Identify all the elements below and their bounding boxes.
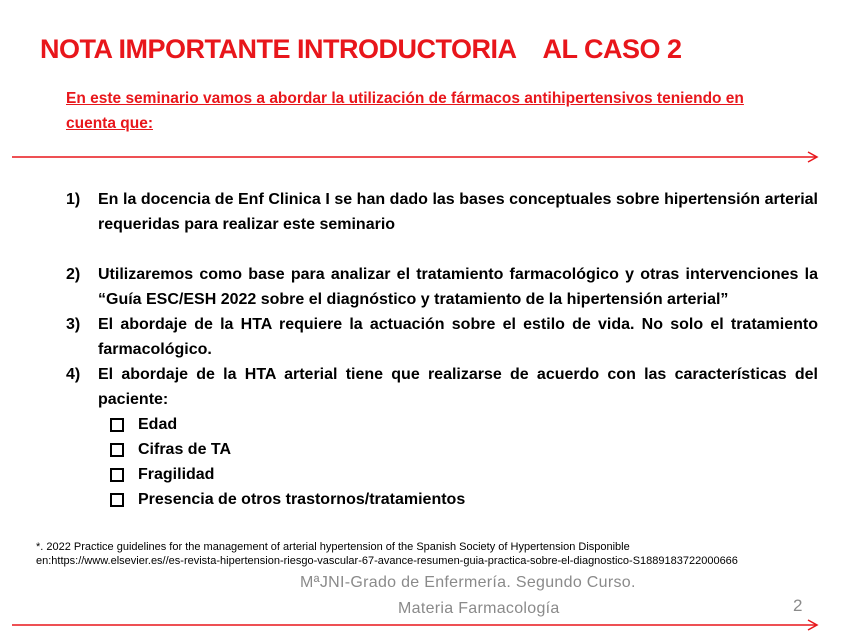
subitem-fragilidad (110, 462, 818, 487)
content-list (66, 187, 818, 512)
subitem-label: Presencia de otros trastornos/tratamientos (138, 491, 466, 508)
list-item-2 (66, 262, 818, 312)
list-item-text: El abordaje de la HTA arterial tiene que realizarse de acuerdo con las características del paciente: (98, 366, 818, 408)
reference-footnote: *. 2022 Practice guidelines for the management of arterial hypertension of the Spanish Society of Hypertension Disponible en:https://www.elsevier.es//es-revista-hipertension-riesgo-vascular-67-avance-resumen-guia-practica-sobre-el-diagnostico-S1889183722000666 (36, 541, 738, 567)
slide-title: NOTA IMPORTANTE INTRODUCTORIA AL CASO 2 (40, 34, 682, 64)
checkbox-square-icon (110, 443, 124, 457)
list-item-number: 3) (66, 316, 81, 333)
subitem-cifras-ta (110, 437, 818, 462)
subitem-label: Edad (138, 416, 178, 433)
checkbox-square-icon (110, 468, 124, 482)
checkbox-square-icon (110, 493, 124, 507)
footer-course: MªJNI-Grado de Enfermería. Segundo Curso. (300, 574, 636, 591)
top-arrow-divider (12, 151, 820, 163)
subitem-otros-trastornos (110, 487, 818, 512)
subitem-label: Fragilidad (138, 466, 215, 483)
checkbox-square-icon (110, 418, 124, 432)
list-item-text: Utilizaremos como base para analizar el tratamiento farmacológico y otras intervenciones la “Guía ESC/ESH 2022 sobre el diagnóstico y tratamiento de la hipertensión arterial” (98, 266, 818, 308)
list-item-number: 4) (66, 366, 81, 383)
bottom-arrow-divider (12, 619, 820, 631)
subitem-edad (110, 412, 818, 437)
footer-subject: Materia Farmacología (398, 600, 560, 617)
list-item-3 (66, 312, 818, 362)
page-number: 2 (793, 596, 803, 615)
list-item-text: El abordaje de la HTA requiere la actuación sobre el estilo de vida. No solo el tratamiento farmacológico. (98, 316, 818, 358)
list-item-number: 2) (66, 266, 81, 283)
list-item-text: En la docencia de Enf Clinica I se han dado las bases conceptuales sobre hipertensión arterial requeridas para realizar este seminario (98, 191, 818, 233)
list-item-number: 1) (66, 191, 81, 208)
subitem-label: Cifras de TA (138, 441, 232, 458)
list-item-4 (66, 362, 818, 412)
list-item-1 (66, 187, 818, 237)
intro-text: En este seminario vamos a abordar la utilización de fármacos antihipertensivos teniendo en cuenta que: (66, 90, 744, 132)
